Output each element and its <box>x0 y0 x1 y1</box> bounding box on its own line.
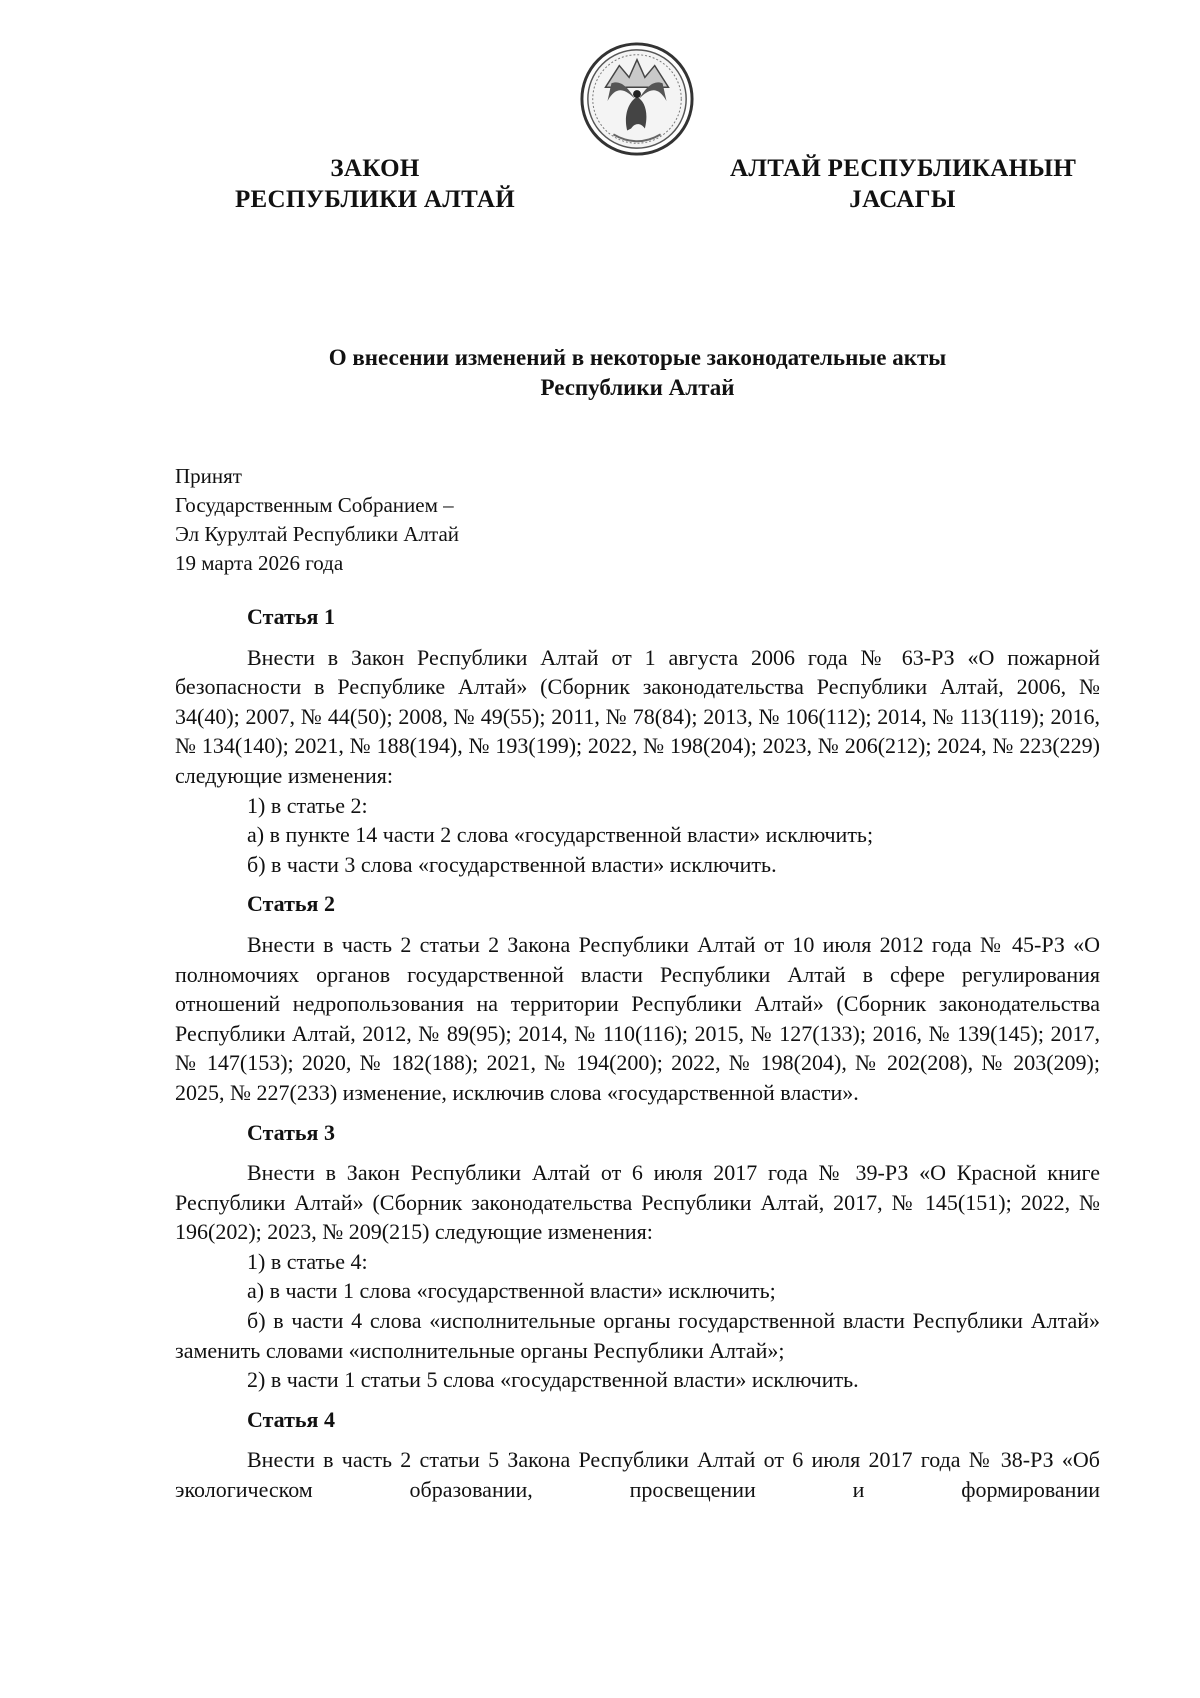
law-title-line2: Республики Алтай <box>540 375 735 400</box>
article-4-text: Внести в часть 2 статьи 5 Закона Республики Алтай от 6 июля 2017 года № 38-РЗ «Об экологическом образовании, просвещении и формировании <box>175 1447 1100 1503</box>
article-4 <box>175 1405 1100 1505</box>
adoption-line2: Государственным Собранием – <box>175 493 454 517</box>
law-title <box>175 343 1100 403</box>
adoption-line3: Эл Курултай Республики Алтай <box>175 522 460 546</box>
header-left <box>215 153 535 215</box>
header-right <box>730 153 1075 215</box>
article-2-title: Статья 2 <box>247 891 335 917</box>
law-body <box>175 602 1100 1505</box>
article-2 <box>175 889 1100 1107</box>
article-4-title: Статья 4 <box>247 1406 335 1432</box>
article-1-item: б) в части 3 слова «государственной власти» исключить. <box>247 851 777 877</box>
adoption-line1: Принят <box>175 464 242 488</box>
article-2-text: Внести в часть 2 статьи 2 Закона Республики Алтай от 10 июля 2012 года № 45-РЗ «О полномочиях органов государственной власти Республики Алтай в сфере регулирования отношений недропользования на территории Республики Алтай» (Сборник законодательства Республики Алтай, 2012, № 89(95); 2014, № 110(116); 2015, № 127(133); 2016, № 139(145); 2017, № 147(153); 2020, № 182(188); 2021, № 194(200); 2022, № 198(204), № 202(208), № 203(209); 2025, № 227(233) изменение, исключив слова «государственной власти». <box>175 931 1100 1105</box>
header-left-line2: РЕСПУБЛИКИ АЛТАЙ <box>234 186 515 213</box>
adoption-date: 19 марта 2026 года <box>175 551 344 575</box>
header-left-line1: ЗАКОН <box>330 155 420 182</box>
article-3 <box>175 1118 1100 1395</box>
article-1-text: Внести в Закон Республики Алтай от 1 августа 2006 года № 63-РЗ «О пожарной безопасности в Республике Алтай» (Сборник законодательства Республики Алтай, 2006, № 34(40); 2007, № 44(50); 2008, № 49(55); 2011, № 78(84); 2013, № 106(112); 2014, № 113(119); 2016, № 134(140); 2021, № 188(194), № 193(199); 2022, № 198(204); 2023, № 206(212); 2024, № 223(229) следующие изменения: <box>175 644 1100 788</box>
article-1 <box>175 602 1100 879</box>
law-title-line1: О внесении изменений в некоторые законодательные акты <box>328 345 947 370</box>
article-3-item: а) в части 1 слова «государственной власти» исключить; <box>247 1278 776 1304</box>
adoption-block <box>175 462 459 578</box>
article-1-title: Статья 1 <box>247 604 335 629</box>
republic-altai-emblem-icon <box>578 40 696 158</box>
article-1-item: 1) в статье 2: <box>247 792 368 818</box>
article-3-item: 2) в части 1 статьи 5 слова «государственной власти» исключить. <box>247 1367 859 1393</box>
article-3-text: Внести в Закон Республики Алтай от 6 июля 2017 года № 39-РЗ «О Красной книге Республики Алтай» (Сборник законодательства Республики Алтай, 2017, № 145(151); 2022, № 196(202); 2023, № 209(215) следующие изменения: <box>175 1160 1100 1245</box>
article-1-item: а) в пункте 14 части 2 слова «государственной власти» исключить; <box>247 822 874 848</box>
header-right-line1: АЛТАЙ РЕСПУБЛИКАНЫҤ <box>730 155 1077 182</box>
article-3-item: 1) в статье 4: <box>247 1248 368 1274</box>
article-3-title: Статья 3 <box>247 1119 335 1145</box>
article-3-item: б) в части 4 слова «исполнительные органы государственной власти Республики Алтай» заменить словами «исполнительные органы Республики Алтай»; <box>175 1308 1100 1363</box>
header-right-line2: ЈАСАГЫ <box>849 186 956 213</box>
